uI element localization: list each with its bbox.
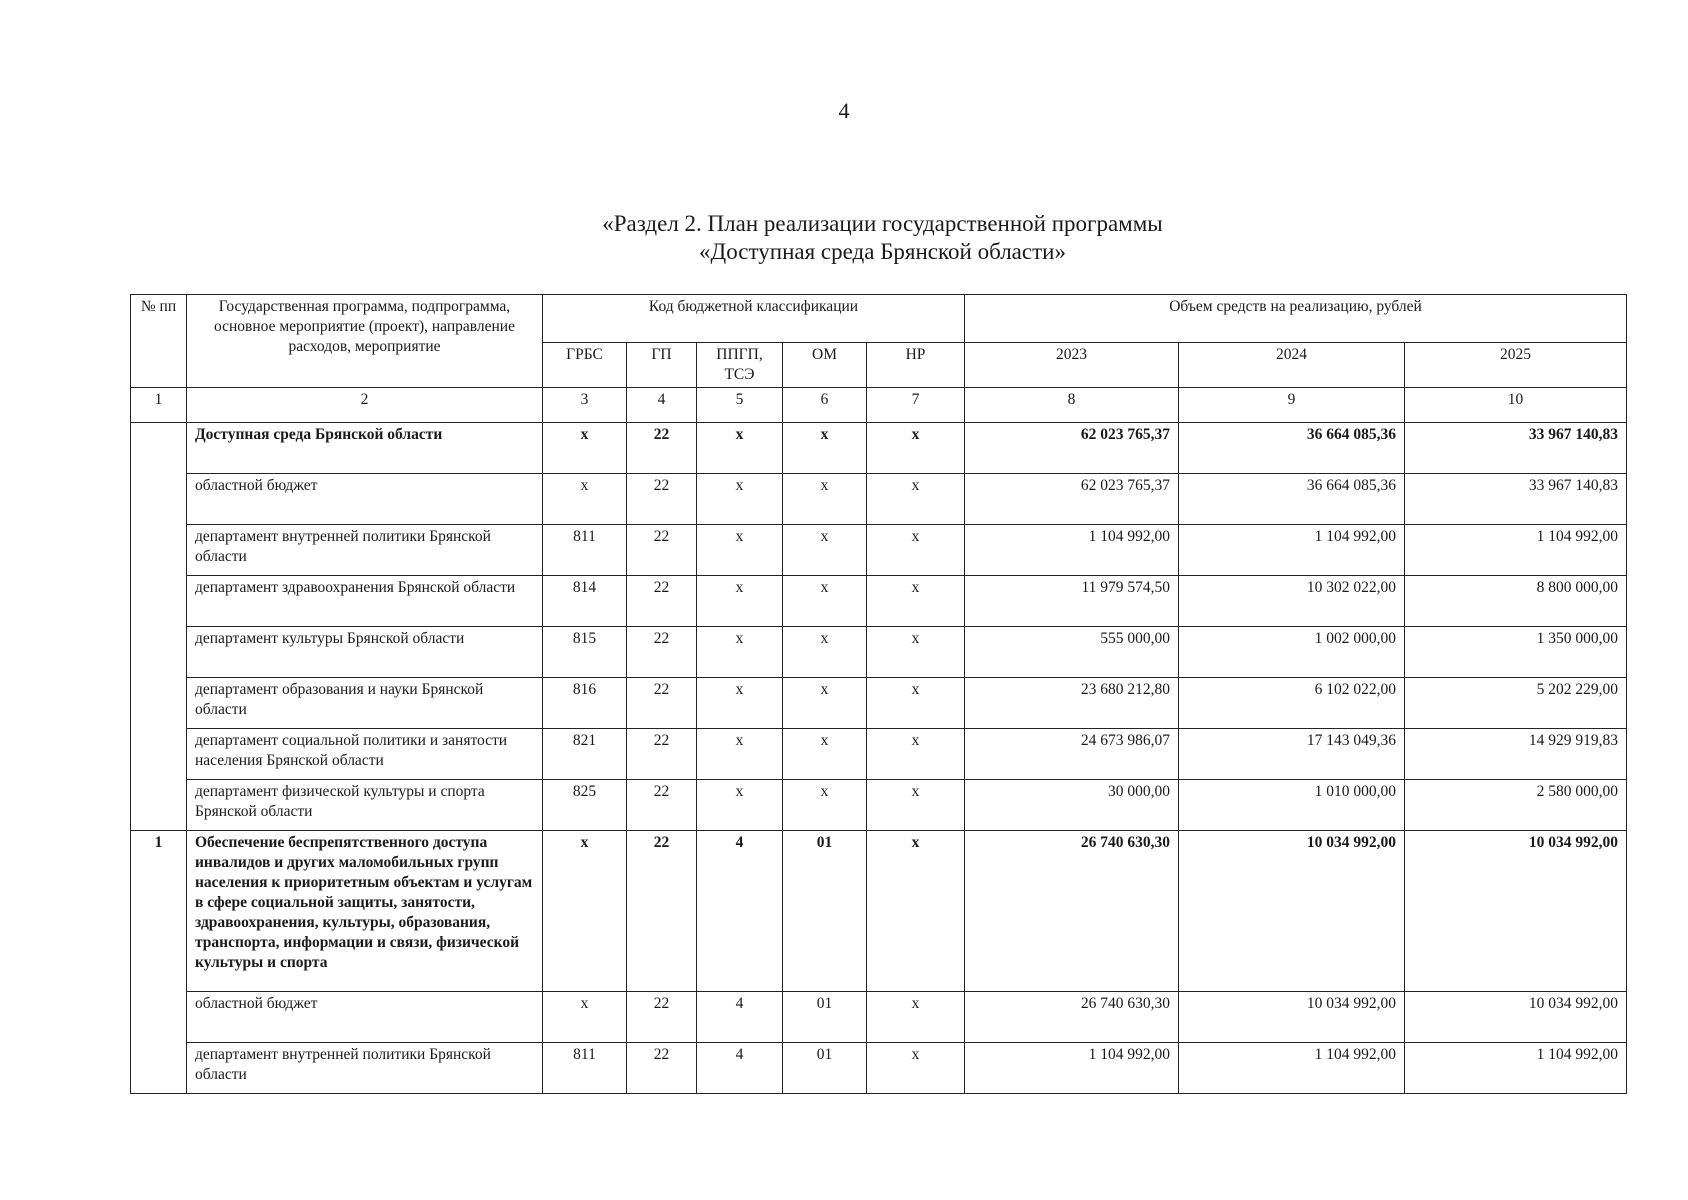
amount-2023-cell: 26 740 630,30 [965,831,1179,992]
amount-2025-cell: 14 929 919,83 [1405,729,1627,780]
table-row [131,423,1627,474]
gp-cell: 22 [627,992,697,1043]
row-name-cell: областной бюджет [187,474,543,525]
amount-2024-cell: 1 104 992,00 [1179,1043,1405,1094]
header-gp: ГП [627,343,697,388]
column-numbers-row [131,388,1627,423]
om-cell: х [783,627,867,678]
column-number: 3 [543,388,627,423]
nr-cell: х [867,678,965,729]
nr-cell: х [867,992,965,1043]
table-row [131,474,1627,525]
header-year-2025: 2025 [1405,343,1627,388]
column-number: 6 [783,388,867,423]
page-number: 4 [838,98,850,123]
grbs-cell: 815 [543,627,627,678]
ppgp-cell: х [697,780,783,831]
gp-cell: 22 [627,474,697,525]
amount-2025-cell: 5 202 229,00 [1405,678,1627,729]
nr-cell: х [867,576,965,627]
row-name-cell: Обеспечение беспрепятственного доступа инвалидов и других маломобильных групп населения к приоритетным объектам и услугам в сфере социальной защиты, занятости, здравоохранения, культуры, образования, транспорта, информации и связи, физической культуры и спорта [187,831,543,992]
table-row [131,729,1627,780]
amount-2025-cell: 10 034 992,00 [1405,992,1627,1043]
header-grbs: ГРБС [543,343,627,388]
gp-cell: 22 [627,525,697,576]
table-row [131,1043,1627,1094]
ppgp-cell: х [697,576,783,627]
row-name-cell: департамент культуры Брянской области [187,627,543,678]
ppgp-cell: х [697,474,783,525]
ppgp-cell: х [697,678,783,729]
om-cell: 01 [783,992,867,1043]
grbs-cell: 825 [543,780,627,831]
header-name: Государственная программа, подпрограмма, основное мероприятие (проект), направление расходов, мероприятие [187,295,543,388]
amount-2025-cell: 1 104 992,00 [1405,525,1627,576]
nr-cell: х [867,474,965,525]
gp-cell: 22 [627,1043,697,1094]
row-name-cell: департамент образования и науки Брянской области [187,678,543,729]
om-cell: х [783,525,867,576]
amount-2024-cell: 1 010 000,00 [1179,780,1405,831]
grbs-cell: х [543,992,627,1043]
gp-cell: 22 [627,576,697,627]
amount-2025-cell: 33 967 140,83 [1405,474,1627,525]
amount-2023-cell: 555 000,00 [965,627,1179,678]
gp-cell: 22 [627,678,697,729]
grbs-cell: 821 [543,729,627,780]
header-year-2024: 2024 [1179,343,1405,388]
table-row [131,831,1627,992]
row-name-cell: Доступная среда Брянской области [187,423,543,474]
grbs-cell: 811 [543,525,627,576]
amount-2025-cell: 2 580 000,00 [1405,780,1627,831]
amount-2024-cell: 10 302 022,00 [1179,576,1405,627]
row-name-cell: областной бюджет [187,992,543,1043]
amount-2024-cell: 36 664 085,36 [1179,474,1405,525]
header-year-2023: 2023 [965,343,1179,388]
amount-2024-cell: 17 143 049,36 [1179,729,1405,780]
nr-cell: х [867,729,965,780]
table-row [131,627,1627,678]
amount-2024-cell: 1 104 992,00 [1179,525,1405,576]
amount-2023-cell: 11 979 574,50 [965,576,1179,627]
om-cell: х [783,576,867,627]
column-number: 5 [697,388,783,423]
table-body [131,388,1627,1094]
table-row [131,992,1627,1043]
grbs-cell: 814 [543,576,627,627]
gp-cell: 22 [627,780,697,831]
amount-2024-cell: 1 002 000,00 [1179,627,1405,678]
amount-2024-cell: 36 664 085,36 [1179,423,1405,474]
header-ppgp: ППГП, ТСЭ [697,343,783,388]
row-number-cell [131,423,187,831]
amount-2025-cell: 8 800 000,00 [1405,576,1627,627]
row-name-cell: департамент физической культуры и спорта Брянской области [187,780,543,831]
row-number-cell: 1 [131,831,187,1094]
om-cell: х [783,678,867,729]
amount-2025-cell: 1 350 000,00 [1405,627,1627,678]
column-number: 9 [1179,388,1405,423]
om-cell: х [783,729,867,780]
document-title-line-2: «Доступная среда Брянской области» [699,239,1066,264]
amount-2023-cell: 62 023 765,37 [965,474,1179,525]
amount-2025-cell: 10 034 992,00 [1405,831,1627,992]
gp-cell: 22 [627,831,697,992]
amount-2023-cell: 24 673 986,07 [965,729,1179,780]
amount-2024-cell: 6 102 022,00 [1179,678,1405,729]
om-cell: 01 [783,1043,867,1094]
amount-2023-cell: 1 104 992,00 [965,1043,1179,1094]
grbs-cell: 816 [543,678,627,729]
amount-2023-cell: 1 104 992,00 [965,525,1179,576]
ppgp-cell: х [697,627,783,678]
amount-2023-cell: 26 740 630,30 [965,992,1179,1043]
ppgp-cell: 4 [697,1043,783,1094]
column-number: 7 [867,388,965,423]
column-number: 2 [187,388,543,423]
grbs-cell: х [543,831,627,992]
nr-cell: х [867,423,965,474]
header-number: № пп [131,295,187,388]
nr-cell: х [867,627,965,678]
om-cell: х [783,474,867,525]
column-number: 10 [1405,388,1627,423]
ppgp-cell: х [697,729,783,780]
header-funding-volume-group: Объем средств на реализацию, рублей [965,295,1627,343]
gp-cell: 22 [627,729,697,780]
amount-2024-cell: 10 034 992,00 [1179,992,1405,1043]
grbs-cell: х [543,423,627,474]
ppgp-cell: 4 [697,831,783,992]
nr-cell: х [867,831,965,992]
row-name-cell: департамент внутренней политики Брянской области [187,1043,543,1094]
header-budget-code-group: Код бюджетной классификации [543,295,965,343]
gp-cell: 22 [627,627,697,678]
amount-2023-cell: 23 680 212,80 [965,678,1179,729]
ppgp-cell: х [697,423,783,474]
ppgp-cell: 4 [697,992,783,1043]
amount-2023-cell: 30 000,00 [965,780,1179,831]
om-cell: х [783,423,867,474]
amount-2025-cell: 33 967 140,83 [1405,423,1627,474]
om-cell: х [783,780,867,831]
column-number: 8 [965,388,1179,423]
implementation-plan-table [130,294,1627,1094]
nr-cell: х [867,1043,965,1094]
grbs-cell: х [543,474,627,525]
row-name-cell: департамент внутренней политики Брянской области [187,525,543,576]
ppgp-cell: х [697,525,783,576]
om-cell: 01 [783,831,867,992]
nr-cell: х [867,525,965,576]
amount-2023-cell: 62 023 765,37 [965,423,1179,474]
table-row [131,780,1627,831]
table-row [131,576,1627,627]
amount-2024-cell: 10 034 992,00 [1179,831,1405,992]
row-name-cell: департамент социальной политики и занятости населения Брянской области [187,729,543,780]
grbs-cell: 811 [543,1043,627,1094]
column-number: 1 [131,388,187,423]
nr-cell: х [867,780,965,831]
table-row [131,678,1627,729]
column-number: 4 [627,388,697,423]
amount-2025-cell: 1 104 992,00 [1405,1043,1627,1094]
header-nr: НР [867,343,965,388]
document-title [0,210,1688,266]
gp-cell: 22 [627,423,697,474]
document-title-line-1: «Раздел 2. План реализации государственной программы [602,211,1163,236]
header-om: ОМ [783,343,867,388]
row-name-cell: департамент здравоохранения Брянской области [187,576,543,627]
table-row [131,525,1627,576]
